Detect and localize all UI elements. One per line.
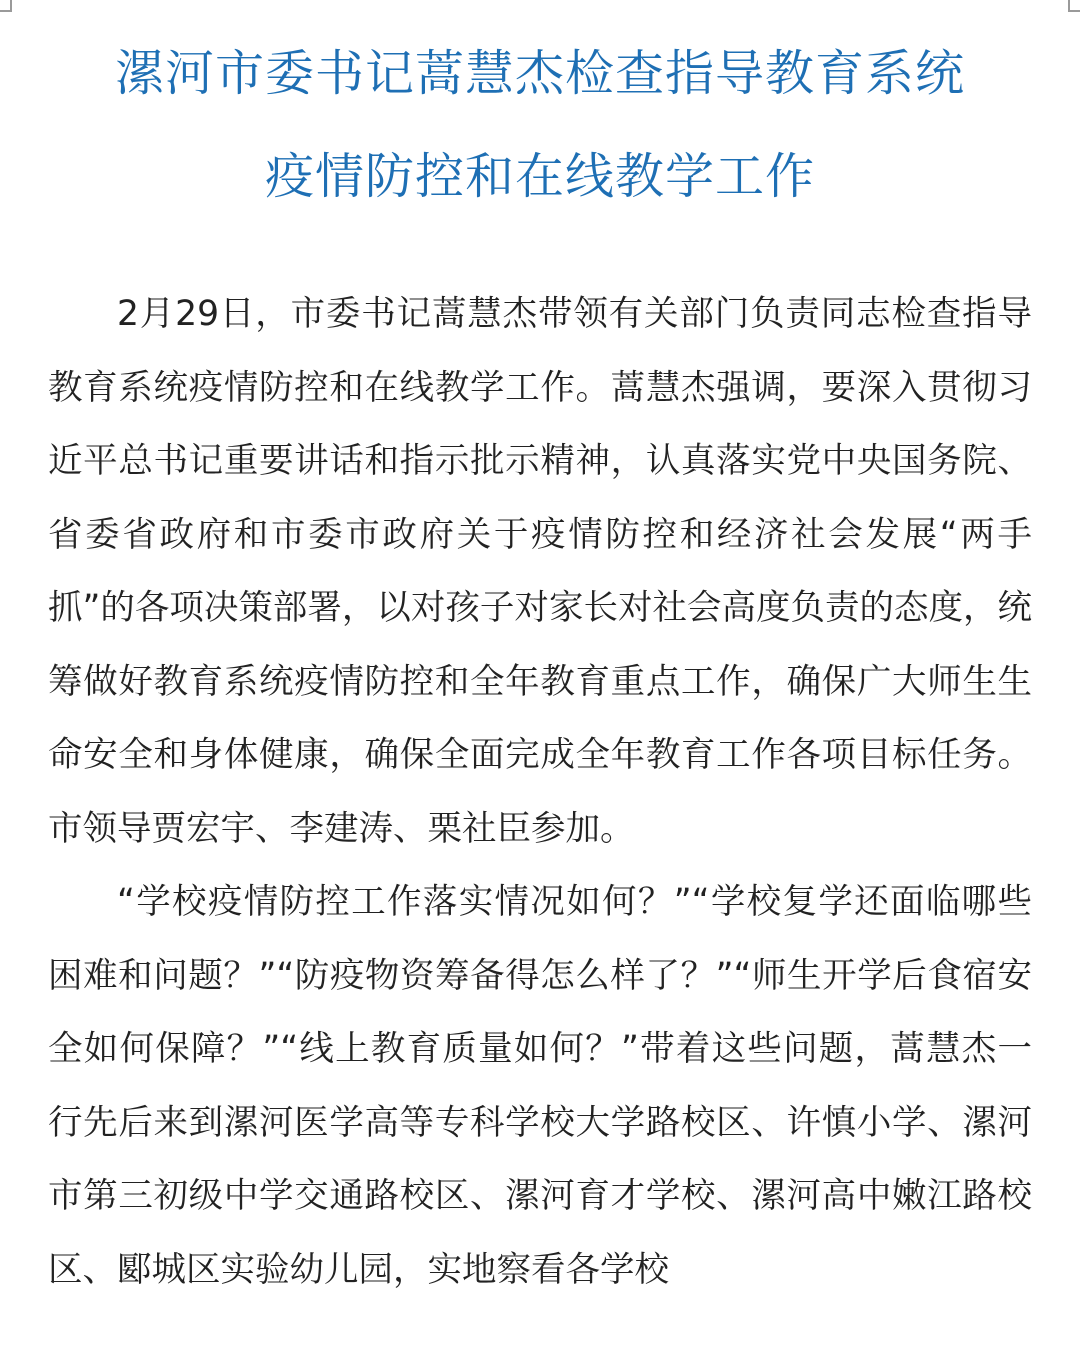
article-body <box>0 278 1080 1307</box>
paragraph-1: 2月29日，市委书记蒿慧杰带领有关部门负责同志检查指导教育系统疫情防控和在线教学工作。蒿慧杰强调，要深入贯彻习近平总书记重要讲话和指示批示精神，认真落实党中央国务院、省委省政府和市委市政府关于疫情防控和经济社会发展“两手抓”的各项决策部署，以对孩子对家长对社会高度负责的态度，统筹做好教育系统疫情防控和全年教育重点工作，确保广大师生生命安全和身体健康，确保全面完成全年教育工作各项目标任务。市领导贾宏宇、李建涛、栗社臣参加。 <box>48 294 1032 849</box>
paragraph-2: “学校疫情防控工作落实情况如何？”“学校复学还面临哪些困难和问题？”“防疫物资筹备得怎么样了？”“师生开学后食宿安全如何保障？”“线上教育质量如何？”带着这些问题，蒿慧杰一行先后来到漯河医学高等专科学校大学路校区、许慎小学、漯河市第三初级中学交通路校区、漯河育才学校、漯河高中嫩江路校区、郾城区实验幼儿园，实地察看各学校 <box>48 882 1032 1290</box>
title-line-1: 漯河市委书记蒿慧杰检查指导教育系统 <box>114 45 965 102</box>
title-line-2: 疫情防控和在线教学工作 <box>264 148 815 205</box>
article-title <box>0 0 1080 228</box>
